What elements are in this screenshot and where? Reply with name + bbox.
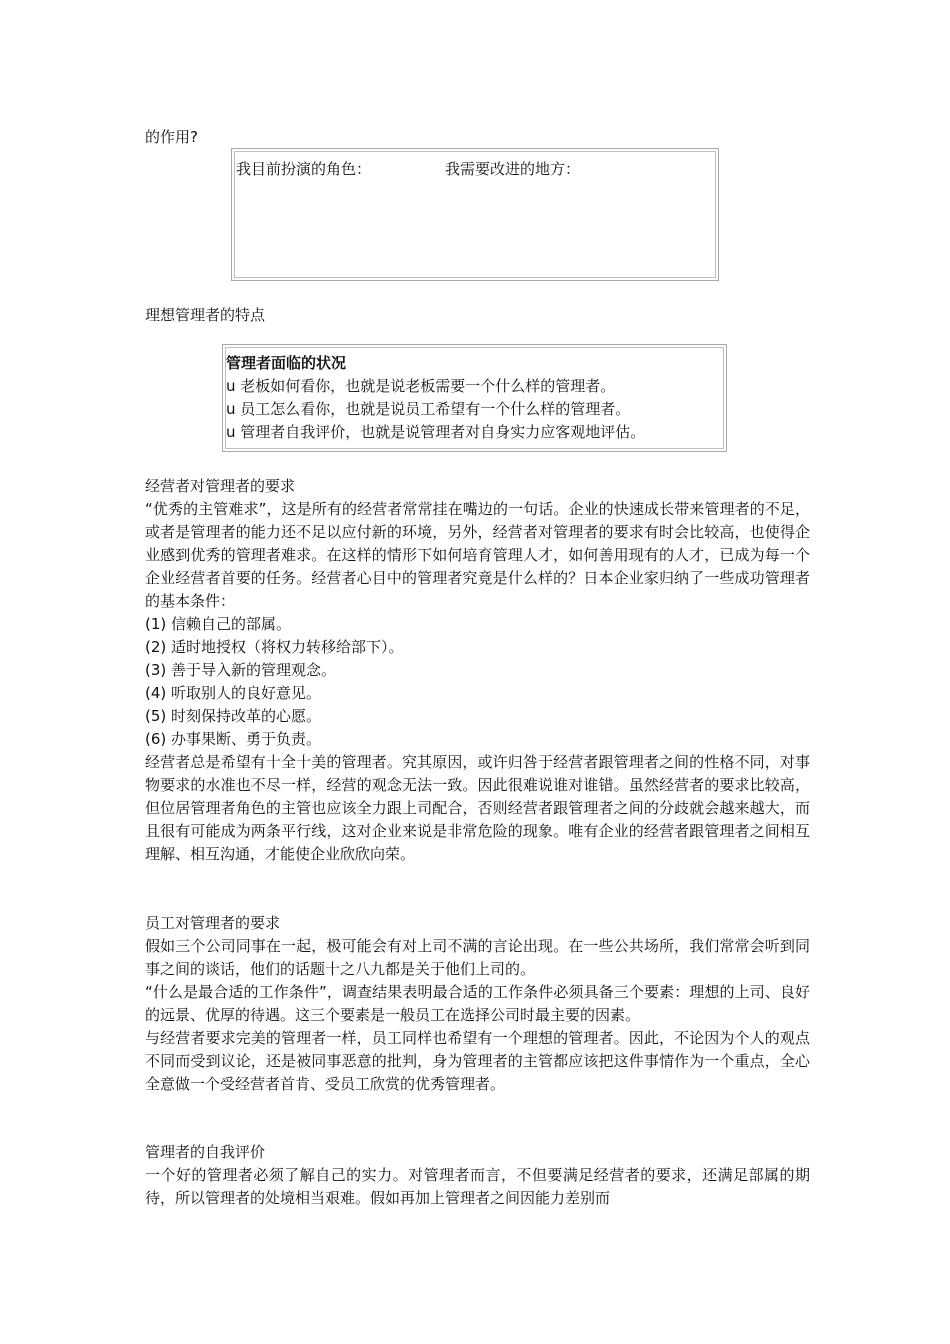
situation-item: u 员工怎么看你，也就是说员工希望有一个什么样的管理者。 xyxy=(226,400,631,418)
section-staff-requirements xyxy=(145,912,810,1096)
ideal-manager-heading: 理想管理者的特点 xyxy=(145,306,266,324)
paragraph: 经营者总是希望有十全十美的管理者。究其原因，或许归咎于经营者跟管理者之间的性格不同，对事物要求的水准也不尽一样，经营的观念无法一致。因此很难说谁对谁错。虽然经营者的要求比较高，但位居管理者角色的主管也应该全力跟上司配合，否则经营者跟管理者之间的分歧就会越来越大，而且很有可能成为两条平行线，这对企业来说是非常危险的现象。唯有企业的经营者跟管理者之间相互理解、相互沟通，才能使企业欣欣向荣。 xyxy=(145,753,810,863)
situation-box-inner xyxy=(225,347,724,449)
situation-item: u 管理者自我评价，也就是说管理者对自身实力应客观地评估。 xyxy=(226,423,646,441)
condition-item: (6) 办事果断、勇于负责。 xyxy=(145,730,322,748)
role-reflection-box-inner xyxy=(234,151,716,278)
section-heading: 员工对管理者的要求 xyxy=(145,914,281,932)
paragraph: “什么是最合适的工作条件”，调查结果表明最合适的工作条件必须具备三个要素：理想的上司、良好的远景、优厚的待遇。这三个要素是一般员工在选择公司时最主要的因素。 xyxy=(145,983,810,1024)
paragraph: 一个好的管理者必须了解自己的实力。对管理者而言，不但要满足经营者的要求，还满足部属的期待，所以管理者的处境相当艰难。假如再加上管理者之间因能力差别而 xyxy=(145,1166,810,1207)
situation-title: 管理者面临的状况 xyxy=(226,354,347,372)
section-heading: 管理者的自我评价 xyxy=(145,1143,266,1161)
situation-box xyxy=(222,344,727,452)
paragraph: 与经营者要求完美的管理者一样，员工同样也希望有一个理想的管理者。因此，不论因为个人的观点不同而受到议论，还是被同事恶意的批判，身为管理者的主管都应该把这件事情作为一个重点，全心全意做一个受经营者首肯、受员工欣赏的优秀管理者。 xyxy=(145,1029,810,1093)
intro-fragment: 的作用? xyxy=(145,128,198,146)
condition-item: (4) 听取别人的良好意见。 xyxy=(145,684,322,702)
condition-item: (1) 信赖自己的部属。 xyxy=(145,615,292,633)
condition-item: (2) 适时地授权（将权力转移给部下）。 xyxy=(145,638,404,656)
role-reflection-box xyxy=(231,148,719,281)
paragraph: “优秀的主管难求”，这是所有的经营者常常挂在嘴边的一句话。企业的快速成长带来管理者的不足，或者是管理者的能力还不足以应付新的环境，另外，经营者对管理者的要求有时会比较高，也使得企业感到优秀的管理者难求。在这样的情形下如何培育管理人才，如何善用现有的人才，已成为每一个企业经营者首要的任务。经营者心目中的管理者究竟是什么样的？日本企业家归纳了一些成功管理者的基本条件： xyxy=(145,500,810,610)
section-heading: 经营者对管理者的要求 xyxy=(145,477,296,495)
condition-item: (3) 善于导入新的管理观念。 xyxy=(145,661,337,679)
situation-item: u 老板如何看你，也就是说老板需要一个什么样的管理者。 xyxy=(226,377,616,395)
improvement-label: 我需要改进的地方： xyxy=(445,160,581,178)
paragraph: 假如三个公司同事在一起，极可能会有对上司不满的言论出现。在一些公共场所，我们常常会听到同事之间的谈话，他们的话题十之八九都是关于他们上司的。 xyxy=(145,937,810,978)
section-owner-requirements xyxy=(145,475,810,866)
current-role-label: 我目前扮演的角色： xyxy=(236,160,372,178)
section-self-evaluation xyxy=(145,1141,810,1210)
condition-item: (5) 时刻保持改革的心愿。 xyxy=(145,707,322,725)
